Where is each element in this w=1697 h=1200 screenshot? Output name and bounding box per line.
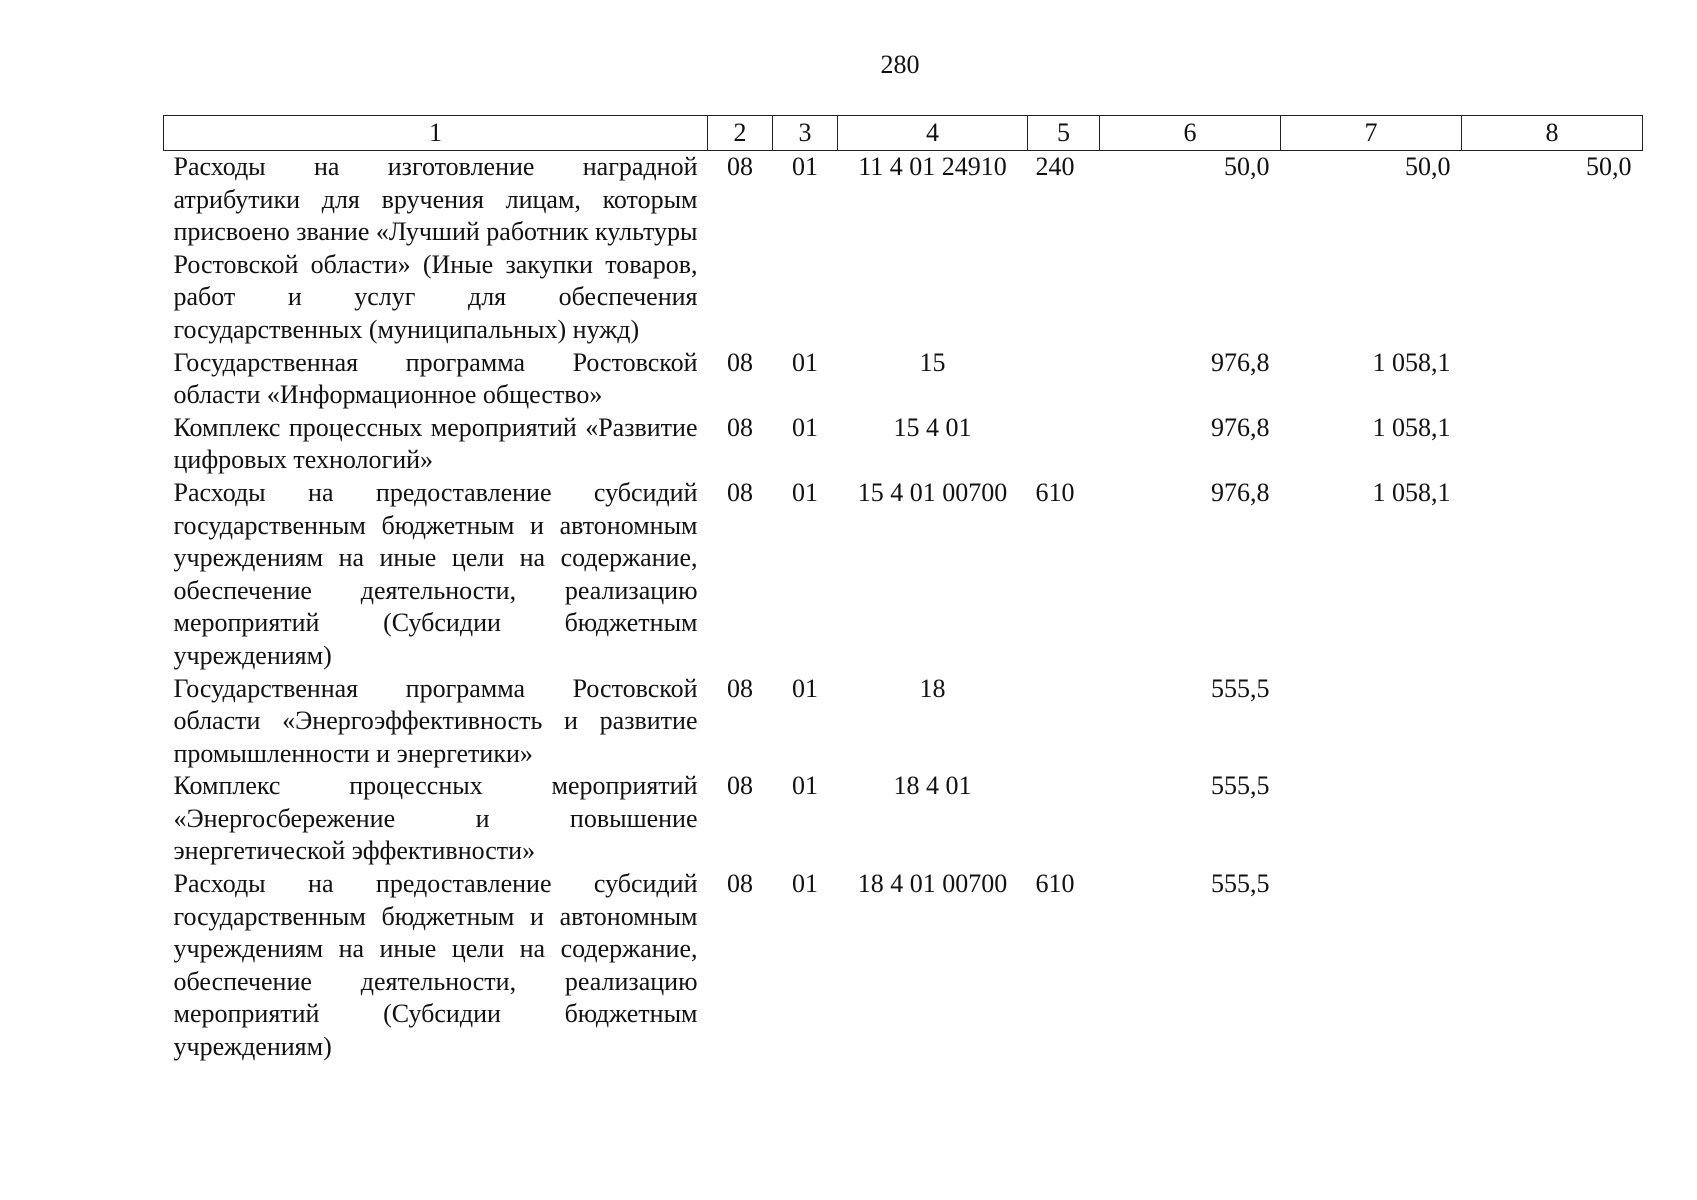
header-cell-2: 2 xyxy=(708,116,773,151)
subsection-code-cell: 01 xyxy=(792,412,818,442)
subsection-code-cell: 01 xyxy=(792,477,818,507)
expense-name-cell: Комплекс процессных мероприятий «Энергосбережение и повышение энергетической эффективности» xyxy=(173,771,698,866)
section-code-cell: 08 xyxy=(727,869,753,899)
subsection-code-cell: 01 xyxy=(792,673,818,703)
amount-col8-cell: 50,0 xyxy=(1586,152,1632,181)
amount-col6-cell: 555,5 xyxy=(1211,869,1270,899)
header-cell-6: 6 xyxy=(1100,116,1281,151)
target-article-cell: 18 4 01 xyxy=(893,771,972,801)
expense-type-cell: 610 xyxy=(1035,869,1075,899)
amount-col8-cell xyxy=(1462,477,1643,673)
target-article-cell: 15 4 01 xyxy=(893,412,972,442)
expense-type-cell: 610 xyxy=(1035,477,1075,507)
amount-col7-cell: 1 058,1 xyxy=(1372,477,1451,507)
header-row xyxy=(164,116,1643,151)
table-row xyxy=(164,770,1643,868)
expense-type-cell xyxy=(1028,770,1100,868)
expense-name-cell: Расходы на предоставление субсидий государственным бюджетным и автономным учреждениям на иные цели на содержание, обеспечение деятельности, реализацию мероприятий (Субсидии бюджетным учреждениям) xyxy=(173,869,698,1062)
header-cell-4: 4 xyxy=(838,116,1028,151)
target-article-cell: 11 4 01 24910 xyxy=(858,152,1007,181)
amount-col6-cell: 555,5 xyxy=(1211,771,1270,801)
amount-col7-cell: 1 058,1 xyxy=(1372,347,1451,377)
amount-col7-cell: 1 058,1 xyxy=(1372,412,1451,442)
amount-col6-cell: 976,8 xyxy=(1211,347,1270,377)
amount-col8-cell xyxy=(1462,412,1643,477)
expense-name-cell: Расходы на изготовление наградной атрибутики для вручения лицам, которым присвоено звание «Лучший работник культуры Ростовской области» (Иные закупки товаров, работ и услуг для обеспечения государственных (муниципальных) нужд) xyxy=(173,152,698,344)
subsection-code-cell: 01 xyxy=(792,869,818,899)
amount-col6-cell: 976,8 xyxy=(1211,477,1270,507)
target-article-cell: 15 xyxy=(919,347,946,377)
budget-table xyxy=(163,115,1643,1064)
section-code-cell: 08 xyxy=(727,771,753,801)
table-row xyxy=(164,673,1643,771)
expense-name-cell: Государственная программа Ростовской области «Энергоэффективность и развитие промышленности и энергетики» xyxy=(173,673,698,768)
section-code-cell: 08 xyxy=(727,152,753,181)
table-body xyxy=(164,151,1643,1064)
expense-type-cell: 240 xyxy=(1035,152,1075,181)
amount-col6-cell: 555,5 xyxy=(1211,673,1270,703)
amount-col7-cell xyxy=(1281,770,1462,868)
target-article-cell: 15 4 01 00700 xyxy=(857,477,1008,507)
target-article-cell: 18 xyxy=(919,673,946,703)
table-row xyxy=(164,151,1643,347)
subsection-code-cell: 01 xyxy=(792,347,818,377)
amount-col6-cell: 976,8 xyxy=(1211,412,1270,442)
header-cell-7: 7 xyxy=(1281,116,1462,151)
expense-name-cell: Комплекс процессных мероприятий «Развитие цифровых технологий» xyxy=(173,412,698,475)
table-row xyxy=(164,347,1643,412)
expense-type-cell xyxy=(1028,673,1100,771)
section-code-cell: 08 xyxy=(727,347,753,377)
page-number: 280 xyxy=(880,50,920,79)
section-code-cell: 08 xyxy=(727,673,753,703)
table-row xyxy=(164,412,1643,477)
amount-col6-cell: 50,0 xyxy=(1224,152,1270,181)
amount-col8-cell xyxy=(1462,770,1643,868)
expense-type-cell xyxy=(1028,347,1100,412)
expense-type-cell xyxy=(1028,412,1100,477)
section-code-cell: 08 xyxy=(727,412,753,442)
subsection-code-cell: 01 xyxy=(792,152,818,181)
subsection-code-cell: 01 xyxy=(792,771,818,801)
amount-col8-cell xyxy=(1462,673,1643,771)
amount-col8-cell xyxy=(1462,868,1643,1064)
amount-col7-cell xyxy=(1281,673,1462,771)
header-cell-3: 3 xyxy=(773,116,838,151)
expense-name-cell: Расходы на предоставление субсидий государственным бюджетным и автономным учреждениям на иные цели на содержание, обеспечение деятельности, реализацию мероприятий (Субсидии бюджетным учреждениям) xyxy=(173,477,698,670)
amount-col7-cell: 50,0 xyxy=(1405,152,1451,181)
header-cell-1: 1 xyxy=(164,116,708,151)
table-row xyxy=(164,868,1643,1064)
header-cell-8: 8 xyxy=(1462,116,1643,151)
table-row xyxy=(164,477,1643,673)
section-code-cell: 08 xyxy=(727,477,753,507)
target-article-cell: 18 4 01 00700 xyxy=(857,869,1008,899)
expense-name-cell: Государственная программа Ростовской области «Информационное общество» xyxy=(173,347,698,410)
amount-col7-cell xyxy=(1281,868,1462,1064)
amount-col8-cell xyxy=(1462,347,1643,412)
header-cell-5: 5 xyxy=(1028,116,1100,151)
